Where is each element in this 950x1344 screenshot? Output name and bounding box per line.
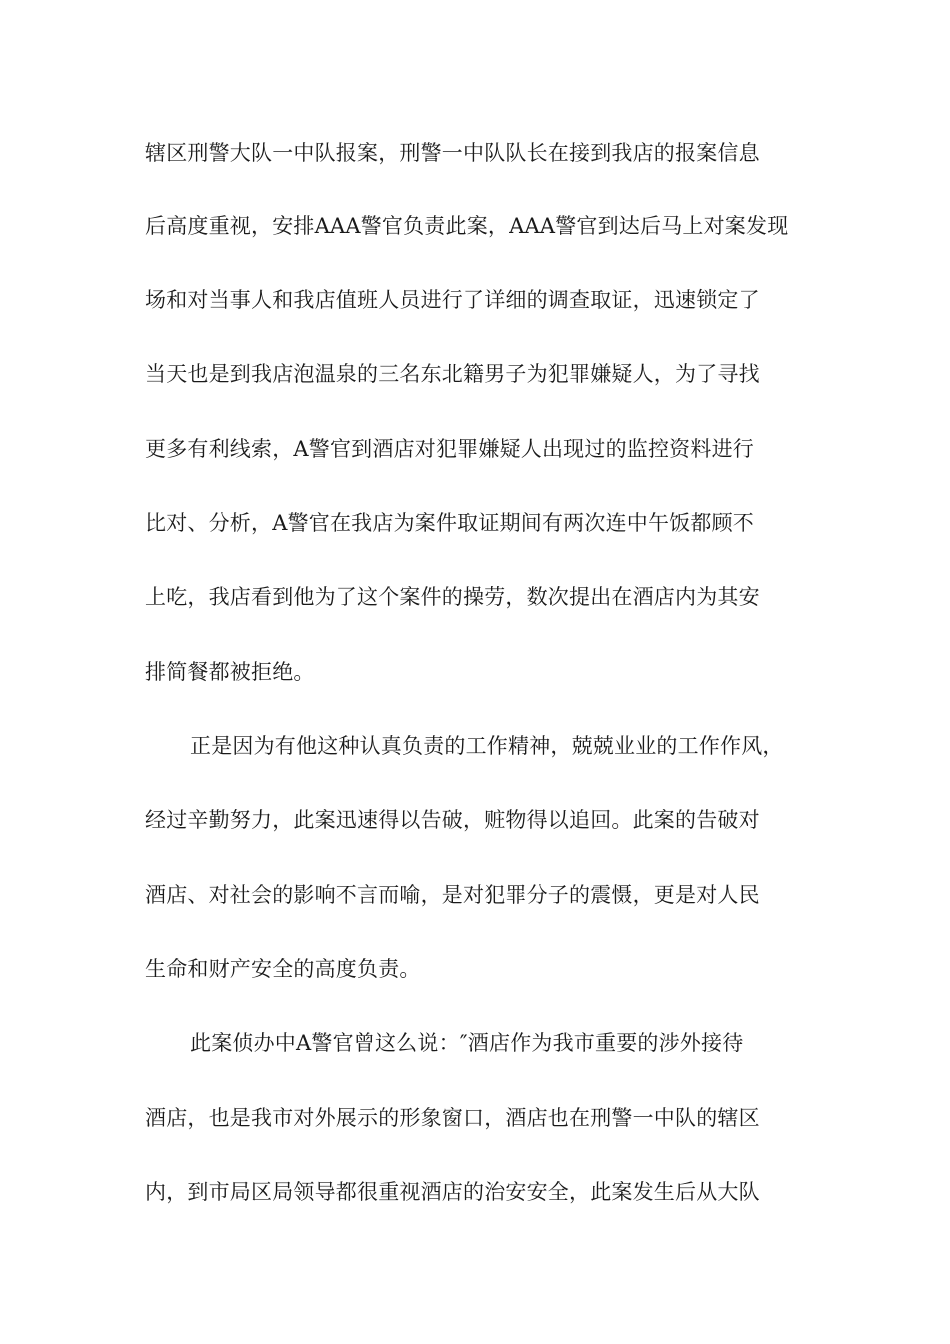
text-line: 酒店、对社会的影响不言而喻，是对犯罪分子的震慑，更是对人民: [145, 883, 760, 907]
text-line: 酒店，也是我市对外展示的形象窗口，酒店也在刑警一中队的辖区: [145, 1106, 760, 1130]
text-line: 场和对当事人和我店值班人员进行了详细的调查取证，迅速锁定了: [145, 288, 760, 312]
text-line: 比对、分析，A警官在我店为案件取证期间有两次连中午饭都顾不: [145, 511, 754, 535]
paragraph-first-line: 此案侦办中A警官曾这么说：″酒店作为我市重要的涉外接待: [190, 1031, 744, 1055]
text-line: 辖区刑警大队一中队报案，刑警一中队队长在接到我店的报案信息: [145, 141, 760, 165]
text-line: 经过辛勤努力，此案迅速得以告破，赃物得以追回。此案的告破对: [145, 808, 760, 832]
paragraph-first-line: 正是因为有他这种认真负责的工作精神，兢兢业业的工作作风，: [190, 734, 784, 758]
text-line: 上吃，我店看到他为了这个案件的操劳，数次提出在酒店内为其安: [145, 585, 760, 609]
text-line: 更多有利线索，A警官到酒店对犯罪嫌疑人出现过的监控资料进行: [145, 437, 754, 461]
text-line: 生命和财产安全的高度负责。: [145, 957, 421, 981]
text-line: 当天也是到我店泡温泉的三名东北籍男子为犯罪嫌疑人，为了寻找: [145, 362, 760, 386]
text-line: 内，到市局区局领导都很重视酒店的治安安全，此案发生后从大队: [145, 1180, 760, 1204]
text-line: 后高度重视，安排AAA警官负责此案，AAA警官到达后马上对案发现: [145, 214, 789, 238]
text-line: 排简餐都被拒绝。: [145, 660, 315, 684]
